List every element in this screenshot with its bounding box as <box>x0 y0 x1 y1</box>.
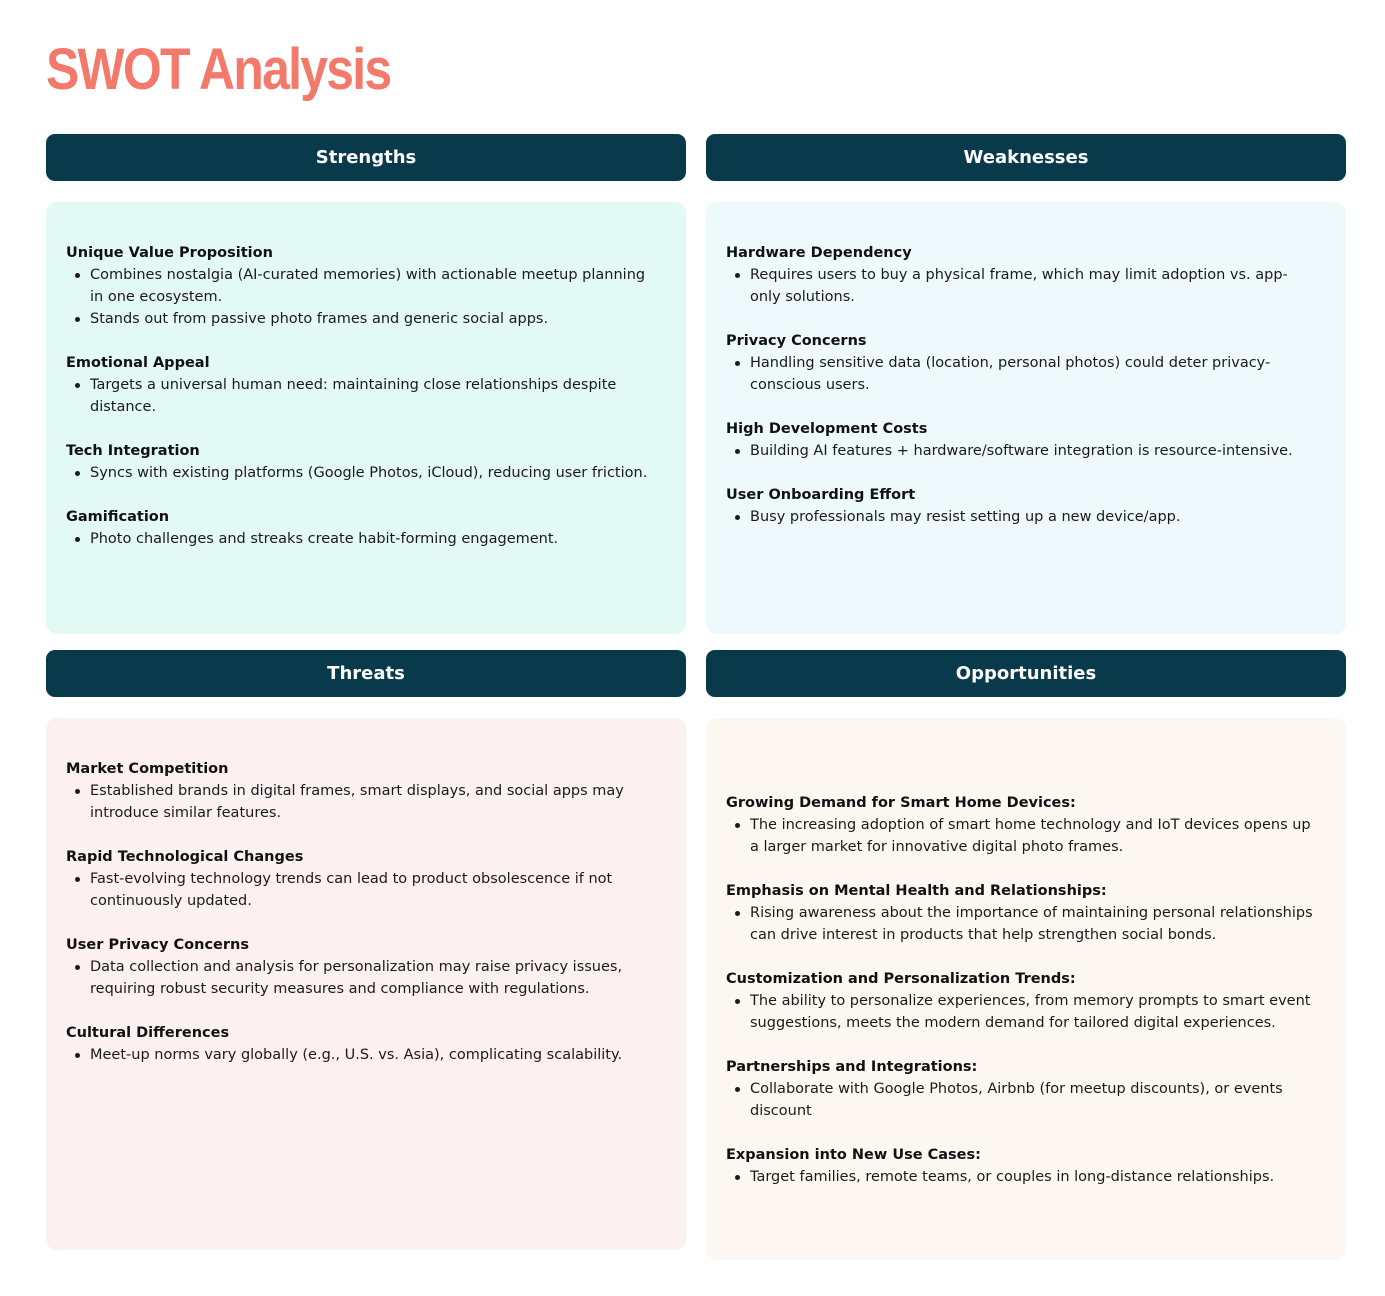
section-title: User Privacy Concerns <box>66 937 249 953</box>
strengths-header: Strengths <box>46 134 686 181</box>
threats-panel <box>46 718 686 1250</box>
bullet-item: Data collection and analysis for personalization may raise privacy issues, requiring robust security measures and compliance with regulations. <box>66 956 666 1000</box>
section-title: Growing Demand for Smart Home Devices: <box>726 795 1076 811</box>
weaknesses-panel <box>706 202 1346 634</box>
bullet-item: Meet-up norms vary globally (e.g., U.S. vs. Asia), complicating scalability. <box>66 1044 666 1066</box>
bullet-item: Stands out from passive photo frames and generic social apps. <box>66 308 666 330</box>
section-title: Unique Value Proposition <box>66 245 273 261</box>
section-title: Expansion into New Use Cases: <box>726 1147 981 1163</box>
bullet-item: Combines nostalgia (AI-curated memories) with actionable meetup planning in one ecosystem. <box>66 264 666 308</box>
opportunities-header: Opportunities <box>706 650 1346 697</box>
bullet-item: The increasing adoption of smart home technology and IoT devices opens up a larger market for innovative digital photo frames. <box>726 814 1326 858</box>
section-title: Gamification <box>66 509 170 525</box>
weakness-section <box>726 330 1326 396</box>
bullet-item: Fast-evolving technology trends can lead to product obsolescence if not continuously updated. <box>66 868 666 912</box>
bullet-item: Building AI features + hardware/software integration is resource-intensive. <box>726 440 1326 462</box>
section-title: Partnerships and Integrations: <box>726 1059 978 1075</box>
section-title: Hardware Dependency <box>726 245 912 261</box>
opportunity-section <box>726 1144 1326 1188</box>
threat-section <box>66 846 666 912</box>
bullet-item: Busy professionals may resist setting up a new device/app. <box>726 506 1326 528</box>
bullet-item: Targets a universal human need: maintaining close relationships despite distance. <box>66 374 666 418</box>
threat-section <box>66 1022 666 1066</box>
page-title: SWOT Analysis <box>46 37 391 102</box>
weakness-section <box>726 418 1326 462</box>
bullet-item: The ability to personalize experiences, from memory prompts to smart event suggestions, meets the modern demand for tailored digital experiences. <box>726 990 1326 1034</box>
section-title: Emphasis on Mental Health and Relationships: <box>726 883 1107 899</box>
section-title: Customization and Personalization Trends: <box>726 971 1076 987</box>
strength-section <box>66 352 666 418</box>
bullet-item: Collaborate with Google Photos, Airbnb (for meetup discounts), or events discount <box>726 1078 1326 1122</box>
opportunity-section <box>726 968 1326 1034</box>
section-title: User Onboarding Effort <box>726 487 916 503</box>
bullet-item: Handling sensitive data (location, personal photos) could deter privacy-conscious users. <box>726 352 1326 396</box>
threat-section <box>66 758 666 824</box>
section-title: Privacy Concerns <box>726 333 867 349</box>
section-title: High Development Costs <box>726 421 928 437</box>
bullet-item: Syncs with existing platforms (Google Photos, iCloud), reducing user friction. <box>66 462 666 484</box>
strength-section <box>66 506 666 550</box>
bullet-item: Rising awareness about the importance of maintaining personal relationships can drive interest in products that help strengthen social bonds. <box>726 902 1326 946</box>
bullet-item: Photo challenges and streaks create habit-forming engagement. <box>66 528 666 550</box>
bullet-item: Established brands in digital frames, smart displays, and social apps may introduce similar features. <box>66 780 666 824</box>
weaknesses-header: Weaknesses <box>706 134 1346 181</box>
strength-section <box>66 242 666 330</box>
strength-section <box>66 440 666 484</box>
opportunity-section <box>726 880 1326 946</box>
weakness-section <box>726 242 1326 308</box>
opportunity-section <box>726 792 1326 858</box>
section-title: Tech Integration <box>66 443 200 459</box>
strengths-panel <box>46 202 686 634</box>
opportunity-section <box>726 1056 1326 1122</box>
bullet-item: Requires users to buy a physical frame, which may limit adoption vs. app-only solutions. <box>726 264 1326 308</box>
threat-section <box>66 934 666 1000</box>
threats-header: Threats <box>46 650 686 697</box>
section-title: Emotional Appeal <box>66 355 210 371</box>
opportunities-panel <box>706 718 1346 1260</box>
section-title: Cultural Differences <box>66 1025 230 1041</box>
section-title: Market Competition <box>66 761 229 777</box>
weakness-section <box>726 484 1326 528</box>
section-title: Rapid Technological Changes <box>66 849 304 865</box>
bullet-item: Target families, remote teams, or couples in long-distance relationships. <box>726 1166 1326 1188</box>
